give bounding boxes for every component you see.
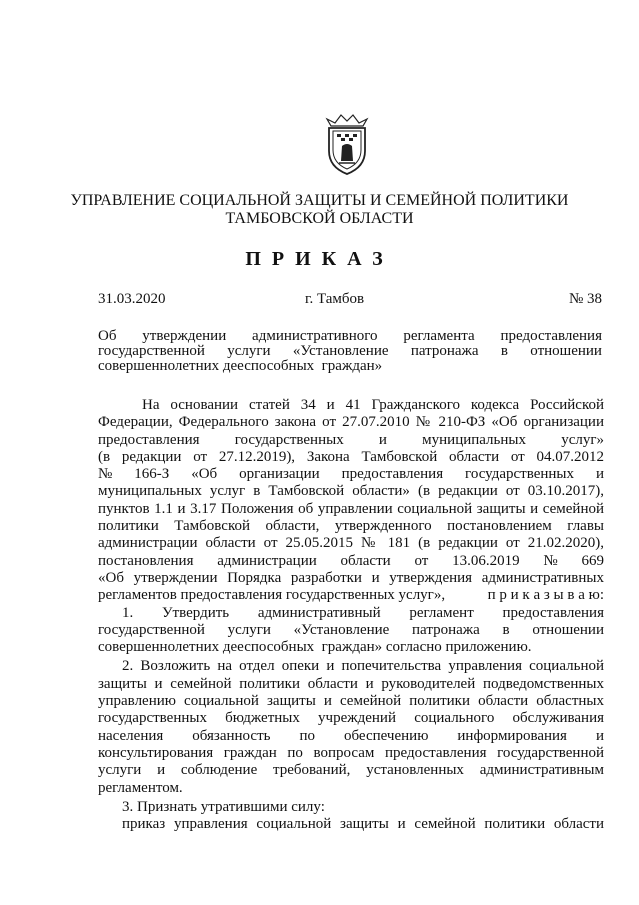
- body-line: 2. Возложить на отдел опеки и попечительства управления социальной: [122, 658, 604, 675]
- body-line: администрации области от 25.05.2015 № 181 (в редакции от 21.02.2020),: [98, 535, 604, 552]
- word: патронажа: [410, 343, 479, 359]
- body-line: пунктов 1.1 и 3.17 Положения об управлении социальной защиты и семейной: [98, 500, 604, 517]
- body-line: услуги и соблюдение требований, установленных административным: [98, 762, 604, 779]
- word: «Установление: [292, 343, 389, 359]
- word: от: [414, 552, 429, 569]
- word: администрации: [217, 552, 317, 569]
- word: постановления: [98, 552, 194, 569]
- body-line: совершеннолетних дееспособных граждан» согласно приложению.: [98, 639, 532, 656]
- word: 13.06.2019: [452, 552, 520, 569]
- body-line: Федерации, Федерального закона от 27.07.2010 № 210-ФЗ «Об организации: [98, 414, 604, 431]
- body-line: [98, 622, 604, 639]
- word: по: [299, 727, 316, 744]
- organization-name-line2: ТАМБОВСКОЙ ОБЛАСТИ: [225, 210, 414, 227]
- word: и: [595, 727, 604, 744]
- order-city: г. Тамбов: [305, 291, 365, 307]
- word: административный: [257, 604, 381, 621]
- body-line: [98, 605, 604, 622]
- body-line: [98, 728, 604, 745]
- body-line: политики Тамбовской области, утвержденного постановлением главы: [98, 518, 604, 535]
- subject-line: [98, 344, 602, 359]
- subject-line: совершеннолетних дееспособных граждан»: [98, 358, 383, 374]
- order-subject: [98, 329, 602, 374]
- word: 1.: [122, 604, 134, 621]
- word: предоставления: [341, 466, 444, 483]
- word: №: [98, 466, 113, 483]
- word: услуги: [227, 343, 271, 359]
- body-line: [98, 587, 604, 604]
- order-date: 31.03.2020: [98, 291, 166, 307]
- word: в: [502, 621, 510, 638]
- word: обеспечению: [344, 727, 429, 744]
- word: административного: [252, 328, 378, 344]
- subject-line: [98, 329, 602, 344]
- word: информирования: [457, 727, 567, 744]
- word: государственных: [234, 431, 344, 448]
- word: отношении: [532, 621, 604, 638]
- document-title: ПРИКАЗ: [245, 248, 394, 270]
- word: в: [500, 343, 508, 359]
- word: регламент: [409, 604, 474, 621]
- word: регламента: [403, 328, 475, 344]
- body-line: приказ управления социальной защиты и семейной политики области: [122, 816, 604, 833]
- word: отношении: [530, 343, 602, 359]
- body-line: защиты и семейной политики области и руководителей подведомственных: [98, 675, 604, 692]
- word: государственной: [98, 621, 205, 638]
- word: предоставления: [500, 328, 602, 344]
- word: предоставления: [502, 604, 604, 621]
- order-number: № 38: [568, 291, 602, 307]
- word: №: [543, 552, 558, 569]
- word: муниципальных: [422, 431, 526, 448]
- word: 669: [581, 552, 604, 569]
- order-keyword: п р и к а з ы в а ю:: [487, 587, 604, 604]
- word: Об: [98, 328, 117, 344]
- body-line: регламентом.: [98, 779, 183, 796]
- body-line: управлению социальной защиты и семейной политики области областных: [98, 693, 604, 710]
- word: 166-З: [134, 466, 170, 483]
- word: патронажа: [412, 621, 480, 638]
- word: утверждении: [142, 328, 227, 344]
- body-line: [98, 466, 604, 483]
- organization-name-line1: УПРАВЛЕНИЕ СОЦИАЛЬНОЙ ЗАЩИТЫ И СЕМЕЙНОЙ ПОЛИТИКИ: [70, 192, 569, 209]
- word: услуги: [227, 621, 271, 638]
- word: области: [340, 552, 391, 569]
- coat-of-arms-icon: [322, 111, 372, 177]
- word: обязанность: [192, 727, 271, 744]
- order-body: [98, 397, 604, 833]
- body-line: государственных бюджетных учреждений социального обслуживания: [98, 710, 604, 727]
- body-line: На основании статей 34 и 41 Гражданского кодекса Российской: [142, 397, 604, 413]
- word: «Об: [191, 466, 218, 483]
- body-line: [98, 553, 604, 570]
- body-line: консультирования граждан по вопросам предоставления государственной: [98, 744, 604, 761]
- word: населения: [98, 727, 164, 744]
- word: организации: [239, 466, 320, 483]
- word: предоставления: [98, 431, 200, 448]
- word: «Установление: [293, 621, 390, 638]
- body-line: муниципальных услуг в Тамбовской области» (в редакции от 03.10.2017),: [98, 483, 604, 500]
- body-line: 3. Признать утратившими силу:: [122, 798, 325, 815]
- word: услуг»: [561, 431, 604, 448]
- body-line: [98, 432, 604, 449]
- word: государственных: [465, 466, 575, 483]
- word: и: [378, 431, 387, 448]
- body-line: «Об утверждении Порядка разработки и утверждения административных: [98, 569, 604, 586]
- body-text: регламентов предоставления государственных услуг»,: [98, 587, 446, 604]
- word: государственной: [98, 343, 205, 359]
- word: и: [595, 466, 604, 483]
- word: Утвердить: [161, 604, 230, 621]
- body-line: (в редакции от 27.12.2019), Закона Тамбовской области от 04.07.2012: [98, 448, 604, 465]
